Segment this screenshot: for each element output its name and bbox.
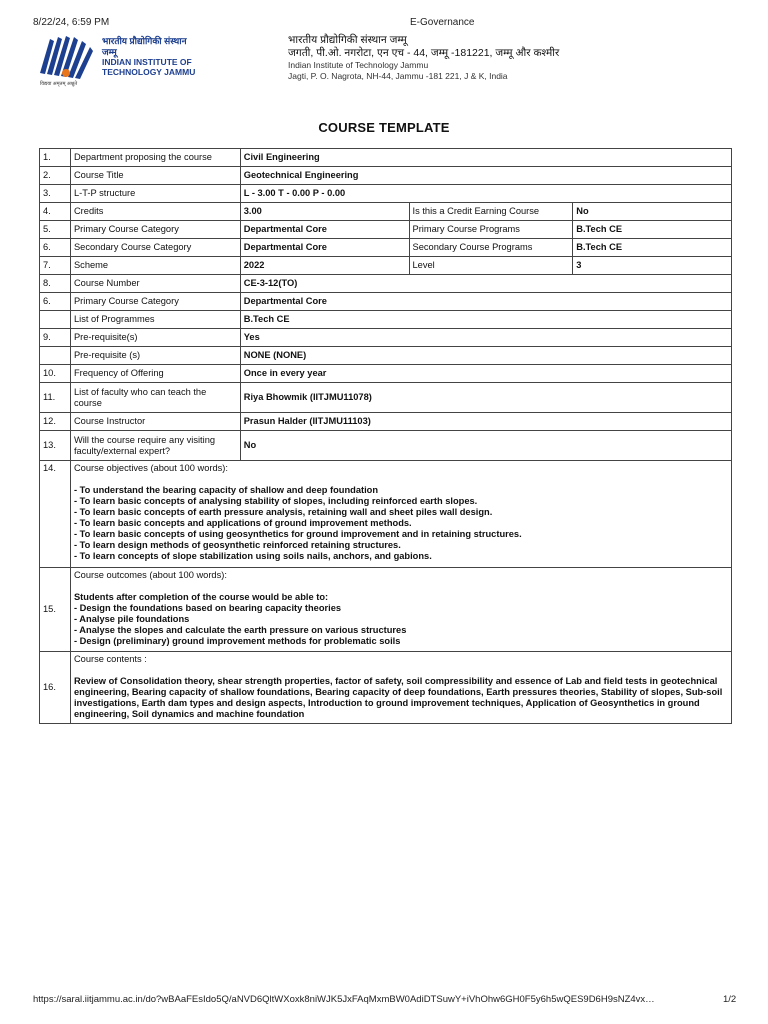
list-item: - Design (preliminary) ground improvement methods for problematic soils bbox=[73, 636, 401, 646]
course-template-table bbox=[39, 148, 732, 724]
row-value-secondary: B.Tech CE bbox=[573, 221, 732, 239]
row-number: 6. bbox=[40, 239, 71, 257]
row-number: 5. bbox=[40, 221, 71, 239]
course-contents-label: Course contents : bbox=[73, 654, 147, 664]
table-row bbox=[40, 275, 732, 293]
course-contents-text: Review of Consolidation theory, shear strength properties, factor of safety, soil compressibility and essence of Lab and field tests in geotechnical engineering, Bearing capacity of shallow foundations, Bearing capacity of deep foundations, Earth pressures theories, Stability of slopes, Sub-soil investigations, Earth dam types and design aspects, Introduction to ground improvement techniques, Application of Geosynthetics in ground engineering, Soil dynamics and machine foundation bbox=[73, 676, 723, 719]
table-row bbox=[40, 311, 732, 329]
row-label: Department proposing the course bbox=[70, 149, 240, 167]
row-value: No bbox=[240, 431, 731, 461]
document-title: COURSE TEMPLATE bbox=[318, 120, 450, 135]
table-row bbox=[40, 203, 732, 221]
row-label: Will the course require any visiting faculty/external expert? bbox=[70, 431, 240, 461]
course-objectives-cell bbox=[70, 461, 731, 568]
row-number: 7. bbox=[40, 257, 71, 275]
row-number: 2. bbox=[40, 167, 71, 185]
row-label: Frequency of Offering bbox=[70, 365, 240, 383]
row-label: Primary Course Category bbox=[70, 221, 240, 239]
row-value: Riya Bhowmik (IITJMU11078) bbox=[240, 383, 731, 413]
row-value: L - 3.00 T - 0.00 P - 0.00 bbox=[240, 185, 731, 203]
row-value: CE-3-12(TO) bbox=[240, 275, 731, 293]
course-objectives-list bbox=[74, 485, 728, 562]
table-row bbox=[40, 365, 732, 383]
row-number: 10. bbox=[40, 365, 71, 383]
row-value: Geotechnical Engineering bbox=[240, 167, 731, 185]
row-number: 6. bbox=[40, 293, 71, 311]
institute-hindi-address: जगती, पी.ओ. नगरोटा, एन एच - 44, जम्मू -181221, जम्मू और कश्मीर bbox=[288, 47, 560, 59]
table-row bbox=[40, 568, 732, 652]
row-number: 14. bbox=[40, 461, 71, 568]
list-item: - To learn basic concepts and applications of ground improvement methods. bbox=[73, 518, 412, 528]
table-row bbox=[40, 221, 732, 239]
row-value: Departmental Core bbox=[240, 221, 409, 239]
row-number: 1. bbox=[40, 149, 71, 167]
row-value: Yes bbox=[240, 329, 731, 347]
row-label: List of faculty who can teach the course bbox=[70, 383, 240, 413]
row-label: Pre-requisite(s) bbox=[70, 329, 240, 347]
logo-tagline: विद्यया अमृतम् अश्नुते bbox=[40, 81, 78, 87]
course-objectives-label: Course objectives (about 100 words): bbox=[73, 463, 228, 473]
course-outcomes-label: Course outcomes (about 100 words): bbox=[73, 570, 227, 580]
row-label: Scheme bbox=[70, 257, 240, 275]
row-value: B.Tech CE bbox=[240, 311, 731, 329]
table-row bbox=[40, 149, 732, 167]
institute-hindi-name: भारतीय प्रौद्योगिकी संस्थान जम्मू bbox=[288, 34, 407, 46]
row-value: 3.00 bbox=[240, 203, 409, 221]
logo-hindi-text: भारतीय प्रौद्योगिकी संस्थान जम्मू bbox=[102, 36, 187, 57]
row-number bbox=[40, 347, 71, 365]
list-item: - To learn basic concepts of earth pressure analysis, retaining wall and sheet piles wall design. bbox=[73, 507, 493, 517]
row-value: Prasun Halder (IITJMU11103) bbox=[240, 413, 731, 431]
list-item: - Design the foundations based on bearing capacity theories bbox=[73, 603, 342, 613]
course-contents-cell bbox=[70, 652, 731, 724]
row-label-secondary: Primary Course Programs bbox=[409, 221, 573, 239]
table-row bbox=[40, 413, 732, 431]
table-row bbox=[40, 293, 732, 311]
table-row bbox=[40, 347, 732, 365]
table-row bbox=[40, 329, 732, 347]
row-number: 4. bbox=[40, 203, 71, 221]
row-value: Civil Engineering bbox=[240, 149, 731, 167]
table-row bbox=[40, 239, 732, 257]
iit-jammu-emblem-icon bbox=[36, 33, 100, 81]
row-label-secondary: Is this a Credit Earning Course bbox=[409, 203, 573, 221]
row-value: Once in every year bbox=[240, 365, 731, 383]
row-label: Primary Course Category bbox=[70, 293, 240, 311]
row-label: Course Number bbox=[70, 275, 240, 293]
row-label: Course Instructor bbox=[70, 413, 240, 431]
list-item: - To learn concepts of slope stabilization using soils nails, anchors, and gabions. bbox=[73, 551, 432, 561]
institute-logo bbox=[36, 33, 196, 95]
row-number: 12. bbox=[40, 413, 71, 431]
list-item: - To learn basic concepts of analysing stability of slopes, including reinforced earth slopes. bbox=[73, 496, 478, 506]
table-row bbox=[40, 383, 732, 413]
row-label: List of Programmes bbox=[70, 311, 240, 329]
row-number bbox=[40, 311, 71, 329]
print-url: https://saral.iitjammu.ac.in/do?wBAaFEsIdo5Q/aNVD6QltWXoxk8niWJK5JxFAqMxmBW0AdiDTSuwY+iVhOhw6GH0F5y6h5wQES9D6H9sNZ4vx… bbox=[33, 994, 655, 1005]
print-page-number: 1/2 bbox=[723, 994, 737, 1005]
row-label: Pre-requisite (s) bbox=[70, 347, 240, 365]
row-value-secondary: 3 bbox=[573, 257, 732, 275]
row-label: Course Title bbox=[70, 167, 240, 185]
course-outcomes-cell bbox=[70, 568, 731, 652]
list-item: - To understand the bearing capacity of shallow and deep foundation bbox=[73, 485, 379, 495]
row-label: Secondary Course Category bbox=[70, 239, 240, 257]
print-datetime: 8/22/24, 6:59 PM bbox=[33, 17, 110, 28]
row-number: 15. bbox=[40, 568, 71, 652]
row-label: L-T-P structure bbox=[70, 185, 240, 203]
row-value: 2022 bbox=[240, 257, 409, 275]
table-row bbox=[40, 257, 732, 275]
row-value-secondary: No bbox=[573, 203, 732, 221]
row-label-secondary: Level bbox=[409, 257, 573, 275]
logo-english-text bbox=[102, 57, 195, 77]
row-number: 11. bbox=[40, 383, 71, 413]
row-value: Departmental Core bbox=[240, 239, 409, 257]
list-item: - To learn basic concepts of using geosynthetics for ground improvement and in retaining structures. bbox=[73, 529, 522, 539]
course-outcomes-list bbox=[74, 592, 728, 647]
list-item: - Analyse the slopes and calculate the earth pressure on various structures bbox=[73, 625, 407, 635]
table-row bbox=[40, 431, 732, 461]
row-number: 9. bbox=[40, 329, 71, 347]
logo-english-line1: INDIAN INSTITUTE OF bbox=[102, 57, 192, 67]
row-value: NONE (NONE) bbox=[240, 347, 731, 365]
row-number: 3. bbox=[40, 185, 71, 203]
row-number: 16. bbox=[40, 652, 71, 724]
row-value-secondary: B.Tech CE bbox=[573, 239, 732, 257]
institute-english-name: Indian Institute of Technology Jammu bbox=[288, 60, 429, 70]
table-row bbox=[40, 652, 732, 724]
table-row bbox=[40, 185, 732, 203]
list-item: - To learn design methods of geosynthetic reinforced retaining structures. bbox=[73, 540, 401, 550]
row-label-secondary: Secondary Course Programs bbox=[409, 239, 573, 257]
print-page-title: E-Governance bbox=[410, 17, 475, 28]
logo-english-line2: TECHNOLOGY JAMMU bbox=[102, 67, 196, 77]
table-row bbox=[40, 167, 732, 185]
row-label: Credits bbox=[70, 203, 240, 221]
list-item: - Analyse pile foundations bbox=[73, 614, 190, 624]
row-number: 13. bbox=[40, 431, 71, 461]
row-number: 8. bbox=[40, 275, 71, 293]
row-value: Departmental Core bbox=[240, 293, 731, 311]
list-item: Students after completion of the course would be able to: bbox=[73, 592, 329, 602]
institute-english-address: Jagti, P. O. Nagrota, NH-44, Jammu -181 221, J & K, India bbox=[288, 71, 508, 81]
table-row bbox=[40, 461, 732, 568]
